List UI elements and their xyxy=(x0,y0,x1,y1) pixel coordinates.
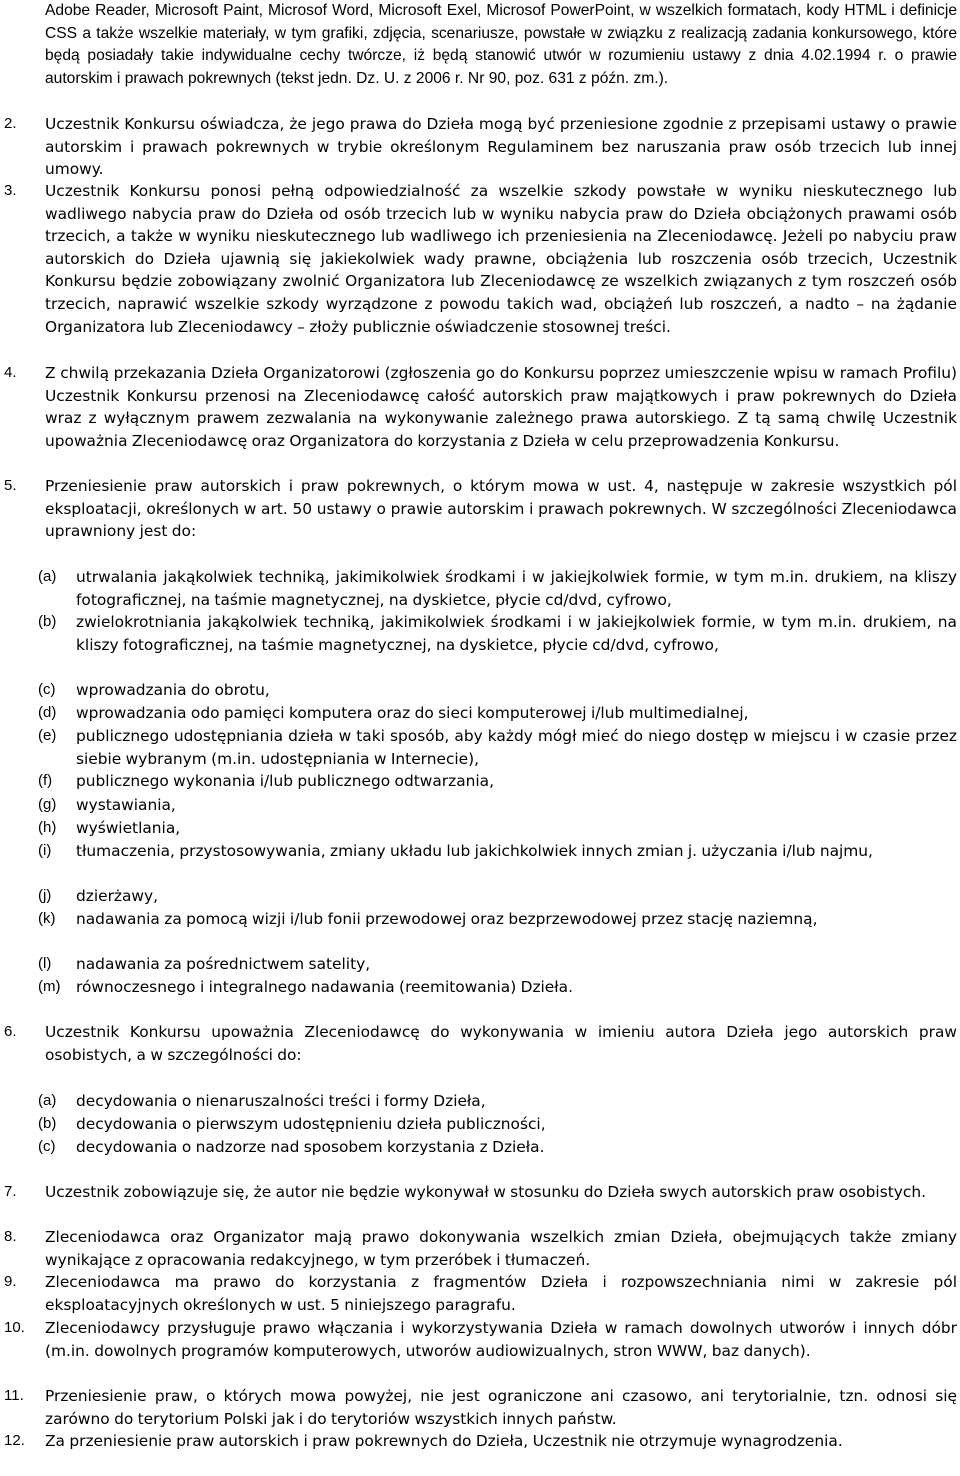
point-number: 9. xyxy=(4,1273,17,1290)
field-text: tłumaczenia, przystosowywania, zmiany układu lub jakichkolwiek innych zmian j. użyczania i/lub najmu, xyxy=(76,842,873,860)
field-label: (a) xyxy=(38,1092,57,1109)
field-label: (b) xyxy=(38,613,57,630)
point-text: Uczestnik zobowiązuje się, że autor nie będzie wykonywał w stosunku do Dzieła swych autorskich praw osobistych. xyxy=(45,1183,926,1201)
point-number: 10. xyxy=(4,1319,25,1336)
point-number: 4. xyxy=(4,364,17,381)
point-text: Przeniesienie praw autorskich i praw pokrewnych, o którym mowa w ust. 4, następuje w zakresie wszystkich pól eksploatacji, określonych w art. 50 ustawy o prawie autorskim i prawach pokrewnych. W szczególności Zleceniodawca uprawniony jest do: xyxy=(45,477,957,541)
field-label: (b) xyxy=(38,1115,57,1132)
field-label: (j) xyxy=(38,887,52,904)
field-label: (h) xyxy=(38,819,57,836)
intro-paragraph: Adobe Reader, Microsoft Paint, Microsof Word, Microsoft Exel, Microsof PowerPoint, w wszelkich formatach, kody HTML i definicje CSS a także wszelkie materiały, w tym grafiki, zdjęcia, scenariusze, powstałe w związku z realizacją zadania konkursowego, które będą posiadały takie indywidualne cechy twórcze, iż będą stanowić utwór w rozumieniu ustawy z dnia 4.02.1994 r. o prawie autorskim i prawach pokrewnych (tekst jedn. Dz. U. z 2006 r. Nr 90, poz. 631 z późn. zm.). xyxy=(45,2,957,87)
field-text: równoczesnego i integralnego nadawania (reemitowania) Dzieła. xyxy=(76,978,573,996)
point-number: 5. xyxy=(4,477,17,494)
point-number: 6. xyxy=(4,1023,17,1040)
field-text: publicznego wykonania i/lub publicznego odtwarzania, xyxy=(76,772,494,790)
field-label: (c) xyxy=(38,1138,56,1155)
field-text: zwielokrotniania jakąkolwiek techniką, jakimikolwiek środkami i w jakiejkolwiek formie, w tym m.in. drukiem, na kliszy fotograficznej, na taśmie magnetycznej, na dyskietce, płycie cd/dvd, cyfrowo, xyxy=(76,613,957,654)
field-text: wprowadzania odo pamięci komputera oraz do sieci komputerowej i/lub multimedialnej, xyxy=(76,704,749,722)
point-number: 3. xyxy=(4,182,17,199)
point-text: Zleceniodawca ma prawo do korzystania z fragmentów Dzieła i rozpowszechniania nimi w zakresie pól eksploatacyjnych określonych w ust. 5 niniejszego paragrafu. xyxy=(45,1273,957,1314)
field-label: (c) xyxy=(38,681,56,698)
field-text: publicznego udostępniania dzieła w taki sposób, aby każdy mógł mieć do niego dostęp w miejscu i w czasie przez siebie wybranym (m.in. udostępniania w Internecie), xyxy=(76,727,957,768)
point-number: 8. xyxy=(4,1228,17,1245)
point-text: Z chwilą przekazania Dzieła Organizatorowi (zgłoszenia go do Konkursu poprzez umieszczenie wpisu w ramach Profilu) Uczestnik Konkursu przenosi na Zleceniodawcę całość autorskich praw majątkowych i praw pokrewnych do Dzieła wraz z wyłącznym prawem zezwalania na wykonywanie zależnego prawa autorskiego. Z tą samą chwilę Uczestnik upoważnia Zleceniodawcę oraz Organizatora do korzystania z Dzieła w celu przeprowadzenia Konkursu. xyxy=(45,364,957,450)
field-label: (a) xyxy=(38,568,57,585)
point-text: Uczestnik Konkursu ponosi pełną odpowiedzialność za wszelkie szkody powstałe w wyniku nieskutecznego lub wadliwego nabycia praw do Dzieła od osób trzecich lub w wyniku nabycia praw do Dzieła obciążonych prawami osób trzecich, a także w wyniku nieskutecznego lub wadliwego ich przeniesienia na Zleceniodawcę. Jeżeli po nabyciu praw autorskich do Dzieła ujawnią się jakiekolwiek wady prawne, obciążenia lub roszczenia osób trzecich, Uczestnik Konkursu będzie zobowiązany zwolnić Organizatora lub Zleceniodawcę ze wszelkich związanych z tym roszczeń osób trzecich, naprawić wszelkie szkody wyrządzone z powodu takich wad, obciążeń lub roszczeń, a nadto – na żądanie Organizatora lub Zleceniodawcy – złoży publicznie oświadczenie stosownej treści. xyxy=(45,182,957,336)
field-label: (g) xyxy=(38,796,57,813)
field-label: (f) xyxy=(38,772,53,789)
field-label: (m) xyxy=(38,978,61,995)
field-text: wystawiania, xyxy=(76,796,176,814)
field-text: wyświetlania, xyxy=(76,819,181,837)
point-text: Za przeniesienie praw autorskich i praw pokrewnych do Dzieła, Uczestnik nie otrzymuje wynagrodzenia. xyxy=(45,1432,843,1450)
field-text: wprowadzania do obrotu, xyxy=(76,681,270,699)
field-label: (l) xyxy=(38,955,52,972)
field-text: nadawania za pośrednictwem satelity, xyxy=(76,955,371,973)
field-label: (e) xyxy=(38,727,57,744)
field-text: decydowania o nienaruszalności treści i formy Dzieła, xyxy=(76,1092,486,1110)
point-number: 12. xyxy=(4,1432,25,1449)
field-text: decydowania o nadzorze nad sposobem korzystania z Dzieła. xyxy=(76,1138,545,1156)
point-number: 2. xyxy=(4,115,17,132)
field-text: decydowania o pierwszym udostępnieniu dzieła publiczności, xyxy=(76,1115,546,1133)
field-text: dzierżawy, xyxy=(76,887,159,905)
field-label: (k) xyxy=(38,910,56,927)
point-text: Zleceniodawcy przysługuje prawo włączania i wykorzystywania Dzieła w ramach dowolnych utworów i innych dóbr (m.in. dowolnych programów komputerowych, utworów audiowizualnych, stron WWW, baz danych). xyxy=(45,1319,957,1360)
point-text: Przeniesienie praw, o których mowa powyżej, nie jest ograniczone ani czasowo, ani terytorialnie, tzn. odnosi się zarówno do terytorium Polski jak i do terytoriów wszystkich innych państw. xyxy=(45,1387,957,1428)
point-number: 11. xyxy=(4,1387,24,1404)
point-number: 7. xyxy=(4,1183,17,1200)
point-text: Uczestnik Konkursu upoważnia Zleceniodawcę do wykonywania w imieniu autora Dzieła jego autorskich praw osobistych, a w szczególności do: xyxy=(45,1023,957,1064)
point-text: Uczestnik Konkursu oświadcza, że jego prawa do Dzieła mogą być przeniesione zgodnie z przepisami ustawy o prawie autorskim i prawach pokrewnych w trybie określonym Regulaminem bez naruszania praw osób trzecich lub innej umowy. xyxy=(45,115,957,179)
field-label: (i) xyxy=(38,842,52,859)
field-text: nadawania za pomocą wizji i/lub fonii przewodowej oraz bezprzewodowej przez stację naziemną, xyxy=(76,910,818,928)
field-label: (d) xyxy=(38,704,57,721)
field-text: utrwalania jakąkolwiek techniką, jakimikolwiek środkami i w jakiejkolwiek formie, w tym m.in. drukiem, na kliszy fotograficznej, na taśmie magnetycznej, na dyskietce, płycie cd/dvd, cyfrowo, xyxy=(76,568,957,609)
point-text: Zleceniodawca oraz Organizator mają prawo dokonywania wszelkich zmian Dzieła, obejmujących także zmiany wynikające z opracowania redakcyjnego, w tym przeróbek i tłumaczeń. xyxy=(45,1228,957,1269)
